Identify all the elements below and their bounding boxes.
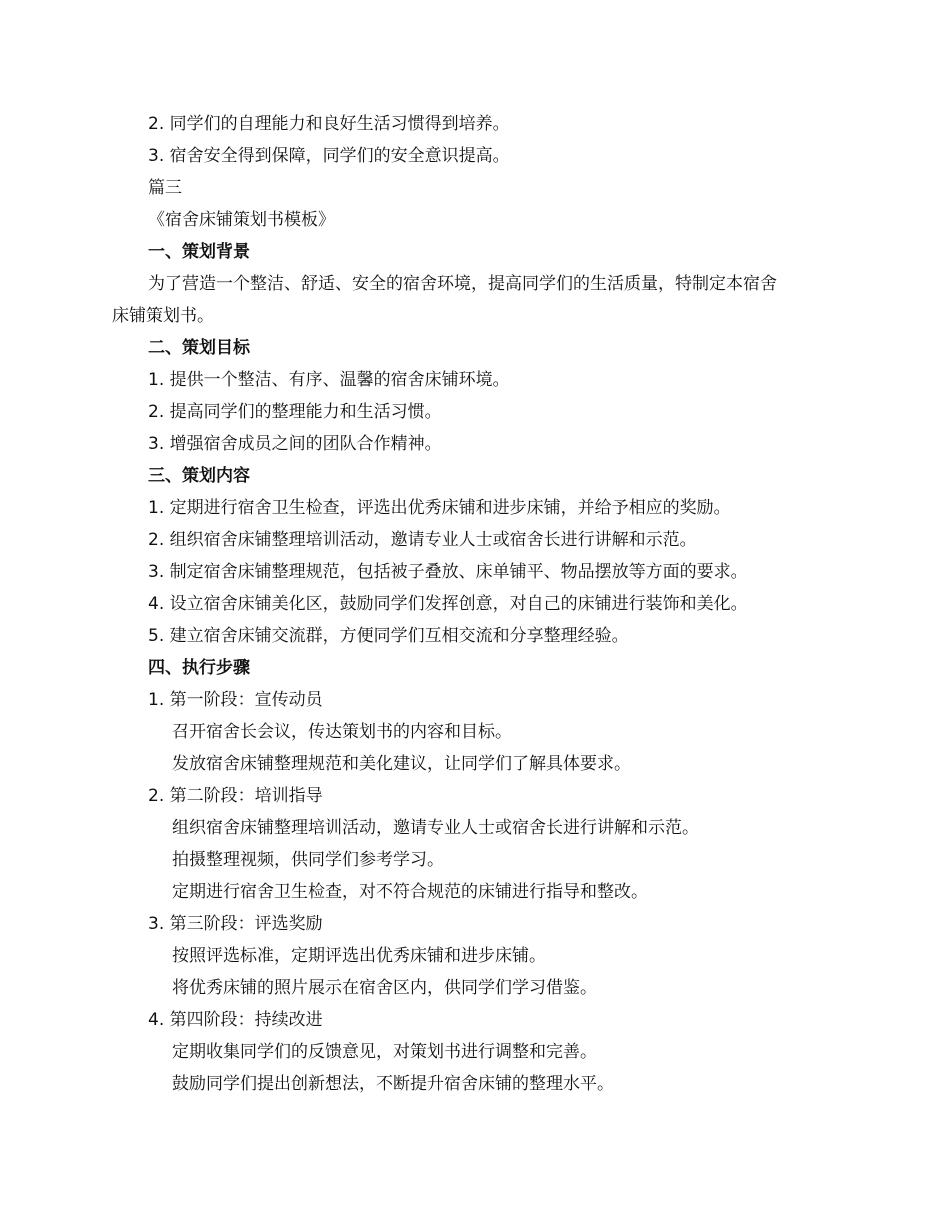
- content-item-2: 2. 组织宿舍床铺整理培训活动，邀请专业人士或宿舍长进行讲解和示范。: [148, 530, 697, 550]
- step-3-title: 3. 第三阶段：评选奖励: [148, 914, 323, 934]
- step-3-detail-2: 将优秀床铺的照片展示在宿舍区内，供同学们学习借鉴。: [172, 978, 597, 998]
- section-label: 篇三: [148, 178, 182, 198]
- content-item-5: 5. 建立宿舍床铺交流群，方便同学们互相交流和分享整理经验。: [148, 626, 629, 646]
- content-item-3: 3. 制定宿舍床铺整理规范，包括被子叠放、床单铺平、物品摆放等方面的要求。: [148, 562, 748, 582]
- goal-item-2: 2. 提高同学们的整理能力和生活习惯。: [148, 402, 442, 422]
- content-item-1: 1. 定期进行宿舍卫生检查，评选出优秀床铺和进步床铺，并给予相应的奖励。: [148, 498, 731, 518]
- heading-background: 一、策划背景: [148, 242, 250, 262]
- goal-item-3: 3. 增强宿舍成员之间的团队合作精神。: [148, 434, 442, 454]
- step-3-detail-1: 按照评选标准，定期评选出优秀床铺和进步床铺。: [172, 946, 546, 966]
- step-1-detail-1: 召开宿舍长会议，传达策划书的内容和目标。: [172, 722, 512, 742]
- goal-item-1: 1. 提供一个整洁、有序、温馨的宿舍床铺环境。: [148, 370, 510, 390]
- background-paragraph-line-2: 床铺策划书。: [112, 306, 214, 326]
- content-item-4: 4. 设立宿舍床铺美化区，鼓励同学们发挥创意，对自己的床铺进行装饰和美化。: [148, 594, 748, 614]
- step-4-title: 4. 第四阶段：持续改进: [148, 1010, 323, 1030]
- result-item-2: 2. 同学们的自理能力和良好生活习惯得到培养。: [148, 114, 510, 134]
- step-1-detail-2: 发放宿舍床铺整理规范和美化建议，让同学们了解具体要求。: [172, 754, 631, 774]
- step-4-detail-2: 鼓励同学们提出创新想法，不断提升宿舍床铺的整理水平。: [172, 1074, 614, 1094]
- step-2-title: 2. 第二阶段：培训指导: [148, 786, 323, 806]
- heading-steps: 四、执行步骤: [148, 658, 250, 678]
- result-item-3: 3. 宿舍安全得到保障，同学们的安全意识提高。: [148, 146, 510, 166]
- heading-goals: 二、策划目标: [148, 338, 250, 358]
- step-1-title: 1. 第一阶段：宣传动员: [148, 690, 323, 710]
- heading-content: 三、策划内容: [148, 466, 250, 486]
- background-paragraph-line-1: 为了营造一个整洁、舒适、安全的宿舍环境，提高同学们的生活质量，特制定本宿舍: [148, 274, 777, 294]
- step-4-detail-1: 定期收集同学们的反馈意见，对策划书进行调整和完善。: [172, 1042, 597, 1062]
- step-2-detail-1: 组织宿舍床铺整理培训活动，邀请专业人士或宿舍长进行讲解和示范。: [172, 818, 699, 838]
- step-2-detail-2: 拍摄整理视频，供同学们参考学习。: [172, 850, 444, 870]
- step-2-detail-3: 定期进行宿舍卫生检查，对不符合规范的床铺进行指导和整改。: [172, 882, 648, 902]
- document-title: 《宿舍床铺策划书模板》: [148, 210, 335, 230]
